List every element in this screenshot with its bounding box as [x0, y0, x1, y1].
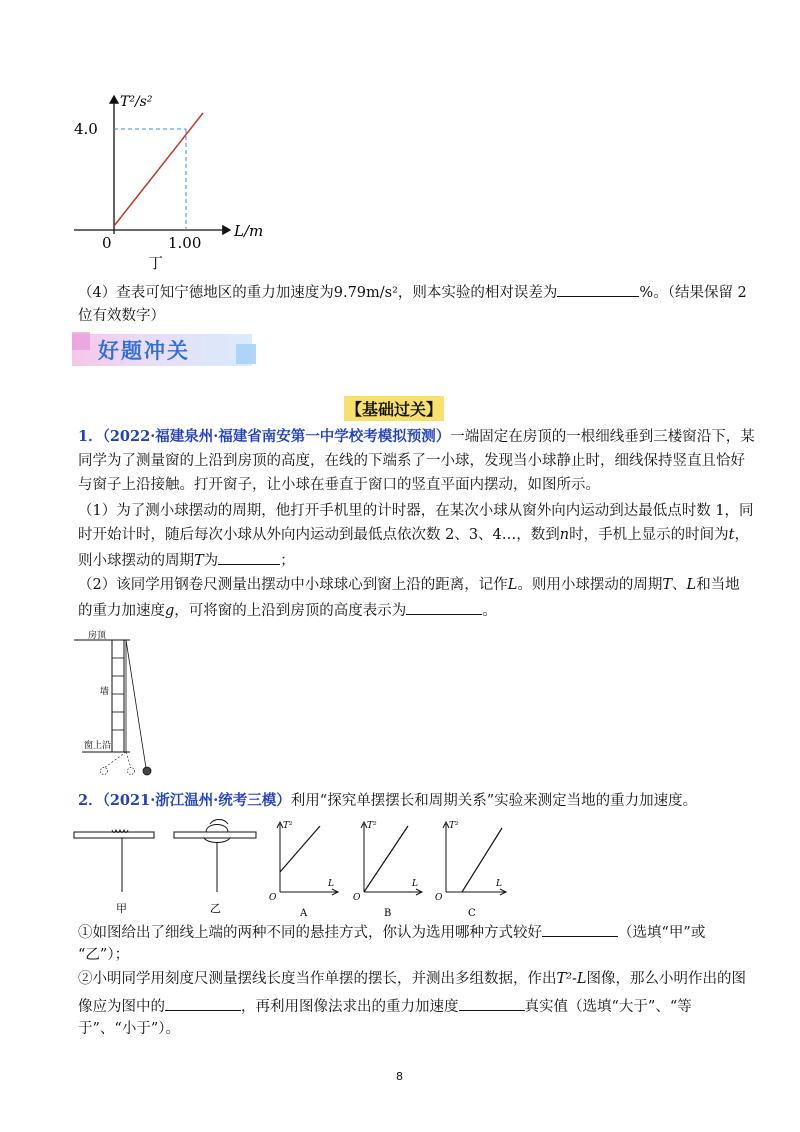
origin-label: O — [435, 893, 443, 903]
y-axis-label: T²/s² — [120, 94, 153, 110]
caption-a: A — [300, 908, 308, 919]
page-number: 8 — [396, 1070, 403, 1083]
graph-choice-blank[interactable] — [165, 994, 241, 1011]
x-label: L — [328, 879, 334, 889]
p1-s1-line2: 时开始计时，随后每次小球从外向内运动到最低点依次数 2、3、4…，数到n时，手机上显示的时间为t， — [78, 527, 749, 543]
section-title: 【基础过关】 — [344, 396, 444, 421]
caption-b: B — [384, 908, 392, 919]
graph-line — [364, 826, 408, 892]
graph-b — [350, 816, 426, 920]
caption-c: C — [468, 908, 476, 919]
p2-source-link[interactable]: （2021·浙江温州·统考三模） — [102, 792, 291, 809]
string-swing-in — [126, 752, 131, 768]
wall-label: 墙 — [100, 687, 110, 697]
graph-c — [432, 816, 512, 920]
top-graph — [70, 88, 290, 278]
label-yi: 乙 — [210, 902, 221, 915]
p1-s1-line3: 则小球摆动的周期T为 ； — [78, 548, 295, 572]
banner — [72, 332, 272, 372]
comparison-blank[interactable] — [459, 994, 525, 1011]
string-swing-out — [104, 752, 126, 768]
p1-source-link[interactable]: （2022·福建泉州·福建省南安第一中学校考模拟预测） — [102, 428, 451, 445]
wall-column — [112, 640, 124, 752]
x-axis-label: L/m — [234, 222, 264, 240]
pendulum-figure — [74, 628, 174, 780]
period-blank[interactable] — [218, 548, 280, 565]
p1-s2-line2: 的重力加速度g，可将窗的上沿到房顶的高度表示为 。 — [78, 598, 497, 622]
banner-square-blue — [236, 344, 256, 364]
p2-line1: 2．（2021·浙江温州·统考三模）利用“探究单摆摆长和周期关系”实验来测定当地的重力加速度。 — [78, 792, 698, 809]
y-tick-label: 4.0 — [74, 120, 98, 138]
rod-yi — [174, 832, 256, 838]
answer-blank[interactable] — [557, 280, 639, 297]
x-label: L — [496, 879, 502, 889]
ball-dashed-mid — [128, 768, 135, 775]
p2-q1-line1: ①如图给出了细线上端的两种不同的悬挂方式，你认为选用哪种方式较好 （选填“甲”或 — [78, 920, 705, 944]
x-label: L — [412, 879, 418, 889]
y-label: T² — [283, 821, 293, 831]
q4-line1: （4）查表可知宁德地区的重力加速度为9.79m/s²，则本实验的相对误差为 %。（结果保留 2 — [78, 280, 747, 304]
y-label: T² — [367, 821, 377, 831]
suspension-figures — [70, 812, 270, 922]
data-line — [114, 113, 203, 226]
p2-q2-line3: 于”、“小于”）。 — [78, 1021, 180, 1037]
roof-label: 房顶 — [88, 631, 107, 641]
p2-q1-line2: “乙”）； — [78, 947, 130, 963]
clamp-yi — [206, 820, 228, 833]
origin-label: O — [353, 893, 361, 903]
q4-line2: 位有效数字） — [78, 308, 165, 324]
height-blank[interactable] — [406, 598, 482, 615]
clamp-yi-bottom — [204, 838, 230, 843]
p1-s2-line1: （2）该同学用钢卷尺测量出摆动中小球球心到窗上沿的距离，记作L。则用小球摆动的周期T、L和当地 — [78, 577, 740, 593]
p1-s1-line1: （1）为了测小球摆动的周期，他打开手机里的计时器，在某次小球从窗外向内运动到达最低点时数 1，同 — [78, 503, 754, 519]
x-tick-label: 1.00 — [168, 234, 202, 252]
origin-label: 0 — [102, 234, 112, 252]
p2-q2-line2: 像应为图中的 ，再利用图像法求出的重力加速度 真实值（选填“大于”、“等 — [78, 994, 692, 1018]
p1-line2: 同学为了测量窗的上沿到房顶的高度，在线的下端系了一小球，发现当小球静止时，细线保持竖直且恰好 — [78, 453, 745, 469]
banner-text: 好题冲关 — [98, 339, 190, 363]
p1-line3: 与窗子上沿接触。打开窗子，让小球在垂直于窗口的竖直平面内摆动，如图所示。 — [78, 477, 600, 493]
p1-line1: 1．（2022·福建泉州·福建省南安第一中学校考模拟预测）一端固定在房顶的一根细线垂到三楼窗沿下，某 — [78, 428, 755, 445]
graph-caption: 丁 — [148, 254, 164, 272]
p2-q2-line1: ②小明同学用刻度尺测量摆线长度当作单摆的摆长，并测出多组数据，作出T²-L图像，那么小明作出的图 — [78, 971, 747, 987]
string-swing-far — [126, 640, 146, 768]
label-jia: 甲 — [116, 902, 127, 915]
origin-label: O — [269, 893, 277, 903]
graph-a — [266, 816, 342, 920]
banner-square-pink — [72, 332, 90, 350]
window-label: 窗上沿 — [84, 741, 112, 751]
graph-line — [280, 826, 320, 872]
ball — [143, 767, 151, 775]
y-label: T² — [449, 821, 459, 831]
method-blank[interactable] — [542, 920, 618, 937]
ball-dashed-left — [101, 768, 108, 775]
